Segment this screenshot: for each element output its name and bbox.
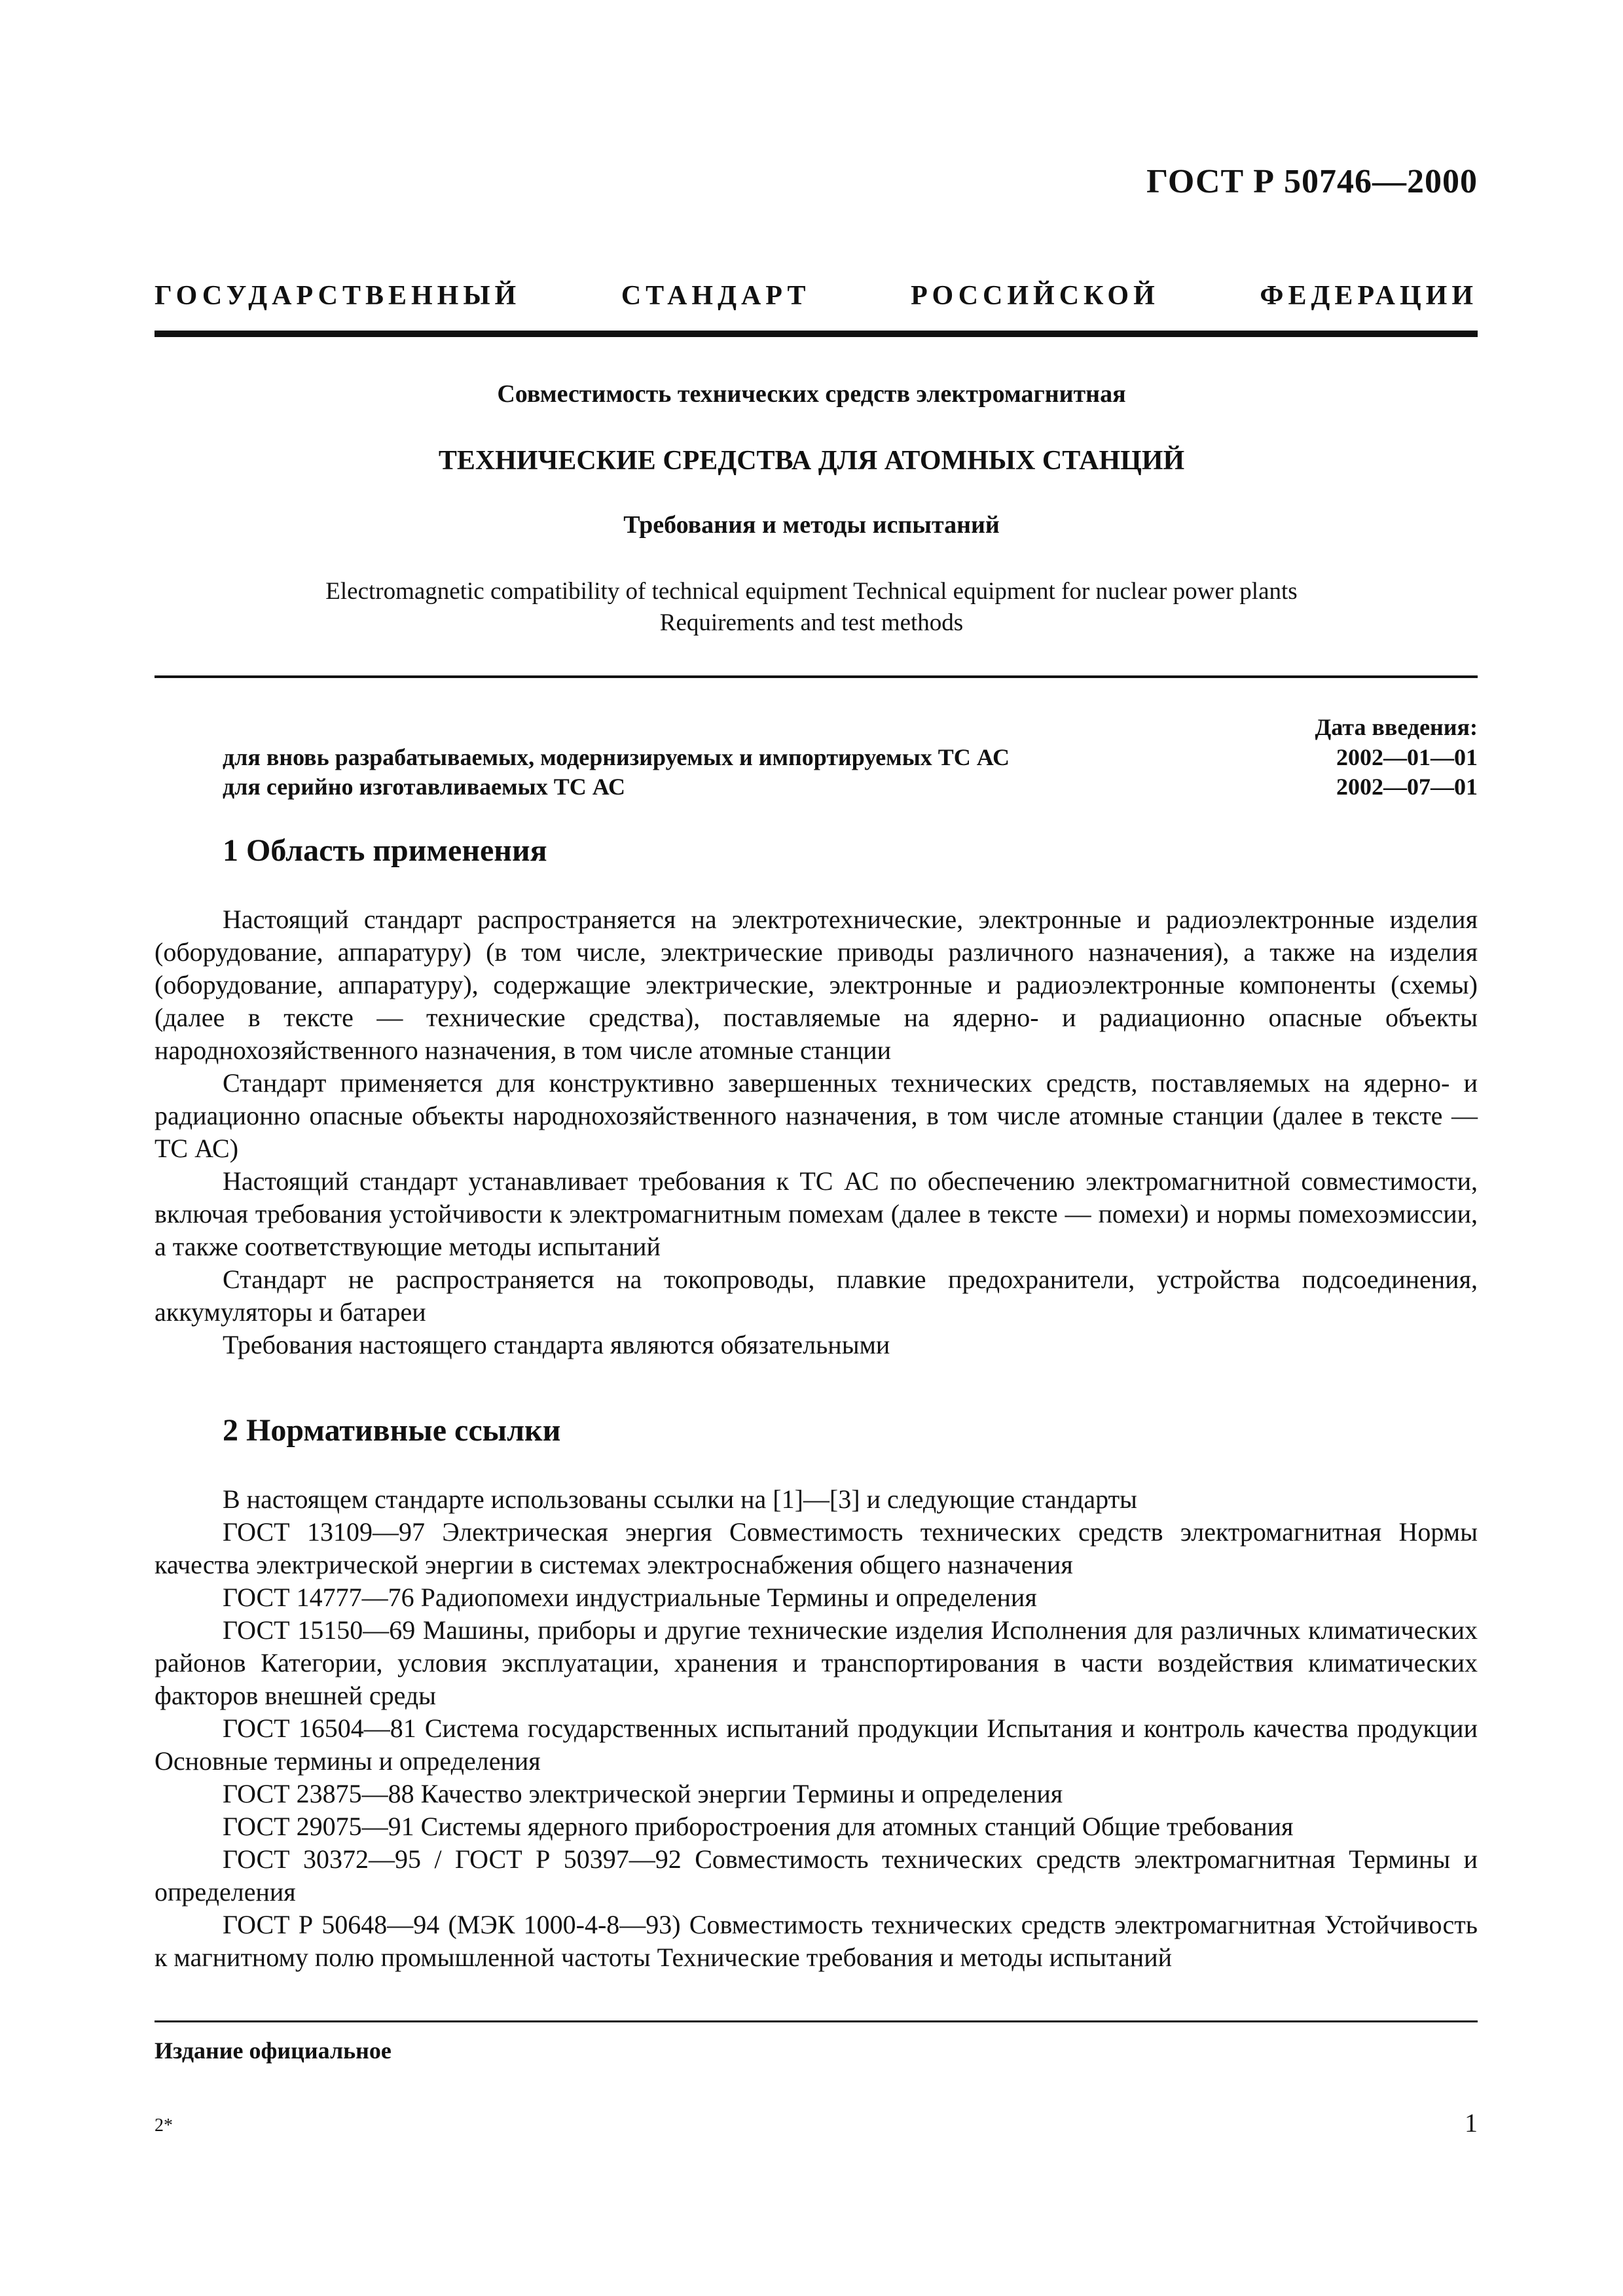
section-1-body (155, 903, 1478, 1361)
section-1-paragraph: Настоящий стандарт распространяется на электротехнические, электронные и радиоэлектронные изделия (оборудование, аппаратуру) (в том числе, электрические приводы различного назначения), а также на изделия (оборудование, аппаратуру), содержащие электрические, электронные и радиоэлектронные компоненты (схемы) (далее в тексте — технические средства), поставляемые на ядерно- и радиационно опасные объекты народнохозяйственного назначения, в том числе атомные станции (155, 905, 1478, 1065)
reference-entry: ГОСТ 16504—81 Система государственных испытаний продукции Испытания и контроль качества продукции Основные термины и определения (155, 1713, 1478, 1776)
section-2-title: 2 Нормативные ссылки (223, 1413, 561, 1448)
section-1-paragraph: Требования настоящего стандарта являются обязательными (223, 1330, 890, 1359)
reference-entry: ГОСТ 30372—95 / ГОСТ Р 50397—92 Совместимость технических средств электромагнитная Термины и определения (155, 1844, 1478, 1907)
section-1-paragraph: Стандарт не распространяется на токопроводы, плавкие предохранители, устройства подсоединения, аккумуляторы и батареи (155, 1265, 1478, 1327)
section-1-title: 1 Область применения (223, 833, 547, 868)
title-line-3: Требования и методы испытаний (623, 511, 1000, 539)
standard-designation: ГОСТ Р 50746—2000 (1146, 163, 1478, 200)
section-1-paragraph: Настоящий стандарт устанавливает требования к ТС АС по обеспечению электромагнитной совместимости, включая требования устойчивости к электромагнитным помехам (далее в тексте — помехи) и нормы помехоэмиссии, а также соответствующие методы испытаний (155, 1166, 1478, 1261)
official-edition-label: Издание официальное (155, 2037, 392, 2064)
section-2-paragraph: В настоящем стандарте использованы ссылки на [1]—[3] и следующие стандарты (223, 1484, 1137, 1514)
reference-entry: ГОСТ 13109—97 Электрическая энергия Совместимость технических средств электромагнитная Нормы качества электрической энергии в системах электроснабжения общего назначения (155, 1517, 1478, 1579)
english-title-line-2: Requirements and test methods (659, 609, 964, 636)
introduction-row-serial (223, 773, 1478, 800)
footer-divider (155, 2020, 1478, 2022)
introduction-row-new (223, 744, 1478, 771)
reference-entry: ГОСТ 23875—88 Качество электрической энергии Термины и определения (223, 1779, 1063, 1808)
reference-entry: ГОСТ 15150—69 Машины, приборы и другие технические изделия Исполнения для различных климатических районов Категории, условия эксплуатации, хранения и транспортирования в части воздействия климатических факторов внешней среды (155, 1615, 1478, 1710)
sheet-mark: 2* (155, 2115, 173, 2136)
introduction-row-date: 2002—01—01 (1336, 744, 1478, 770)
section-2-body (155, 1483, 1478, 1974)
title-line-2: ТЕХНИЧЕСКИЕ СРЕДСТВА ДЛЯ АТОМНЫХ СТАНЦИЙ (438, 446, 1185, 476)
header-divider (155, 331, 1478, 337)
introduction-date-heading: Дата введения: (1315, 714, 1478, 740)
reference-entry: ГОСТ 29075—91 Системы ядерного приборостроения для атомных станций Общие требования (223, 1812, 1294, 1841)
reference-entry: ГОСТ 14777—76 Радиопомехи индустриальные Термины и определения (223, 1583, 1037, 1612)
introduction-row-date: 2002—07—01 (1336, 774, 1478, 800)
title-line-1: Совместимость технических средств электромагнитная (497, 380, 1126, 408)
state-standard-heading: ГОСУДАРСТВЕННЫЙ СТАНДАРТ РОССИЙСКОЙ ФЕДЕРАЦИИ (155, 281, 1478, 311)
introduction-row-label: для вновь разрабатываемых, модернизируемых и импортируемых ТС АС (223, 744, 1010, 770)
title-divider (155, 675, 1478, 678)
introduction-row-label: для серийно изготавливаемых ТС АС (223, 774, 626, 800)
english-title-line-1: Electromagnetic compatibility of technical equipment Technical equipment for nuclear power plants (325, 578, 1298, 605)
reference-entry: ГОСТ Р 50648—94 (МЭК 1000-4-8—93) Совместимость технических средств электромагнитная Устойчивость к магнитному полю промышленной частоты Технические требования и методы испытаний (155, 1910, 1478, 1972)
section-1-paragraph: Стандарт применяется для конструктивно завершенных технических средств, поставляемых на ядерно- и радиационно опасные объекты народнохозяйственного назначения, в том числе атомные станции (далее в тексте — ТС АС) (155, 1068, 1478, 1163)
english-title (0, 576, 1623, 639)
page-number: 1 (1465, 2108, 1478, 2138)
